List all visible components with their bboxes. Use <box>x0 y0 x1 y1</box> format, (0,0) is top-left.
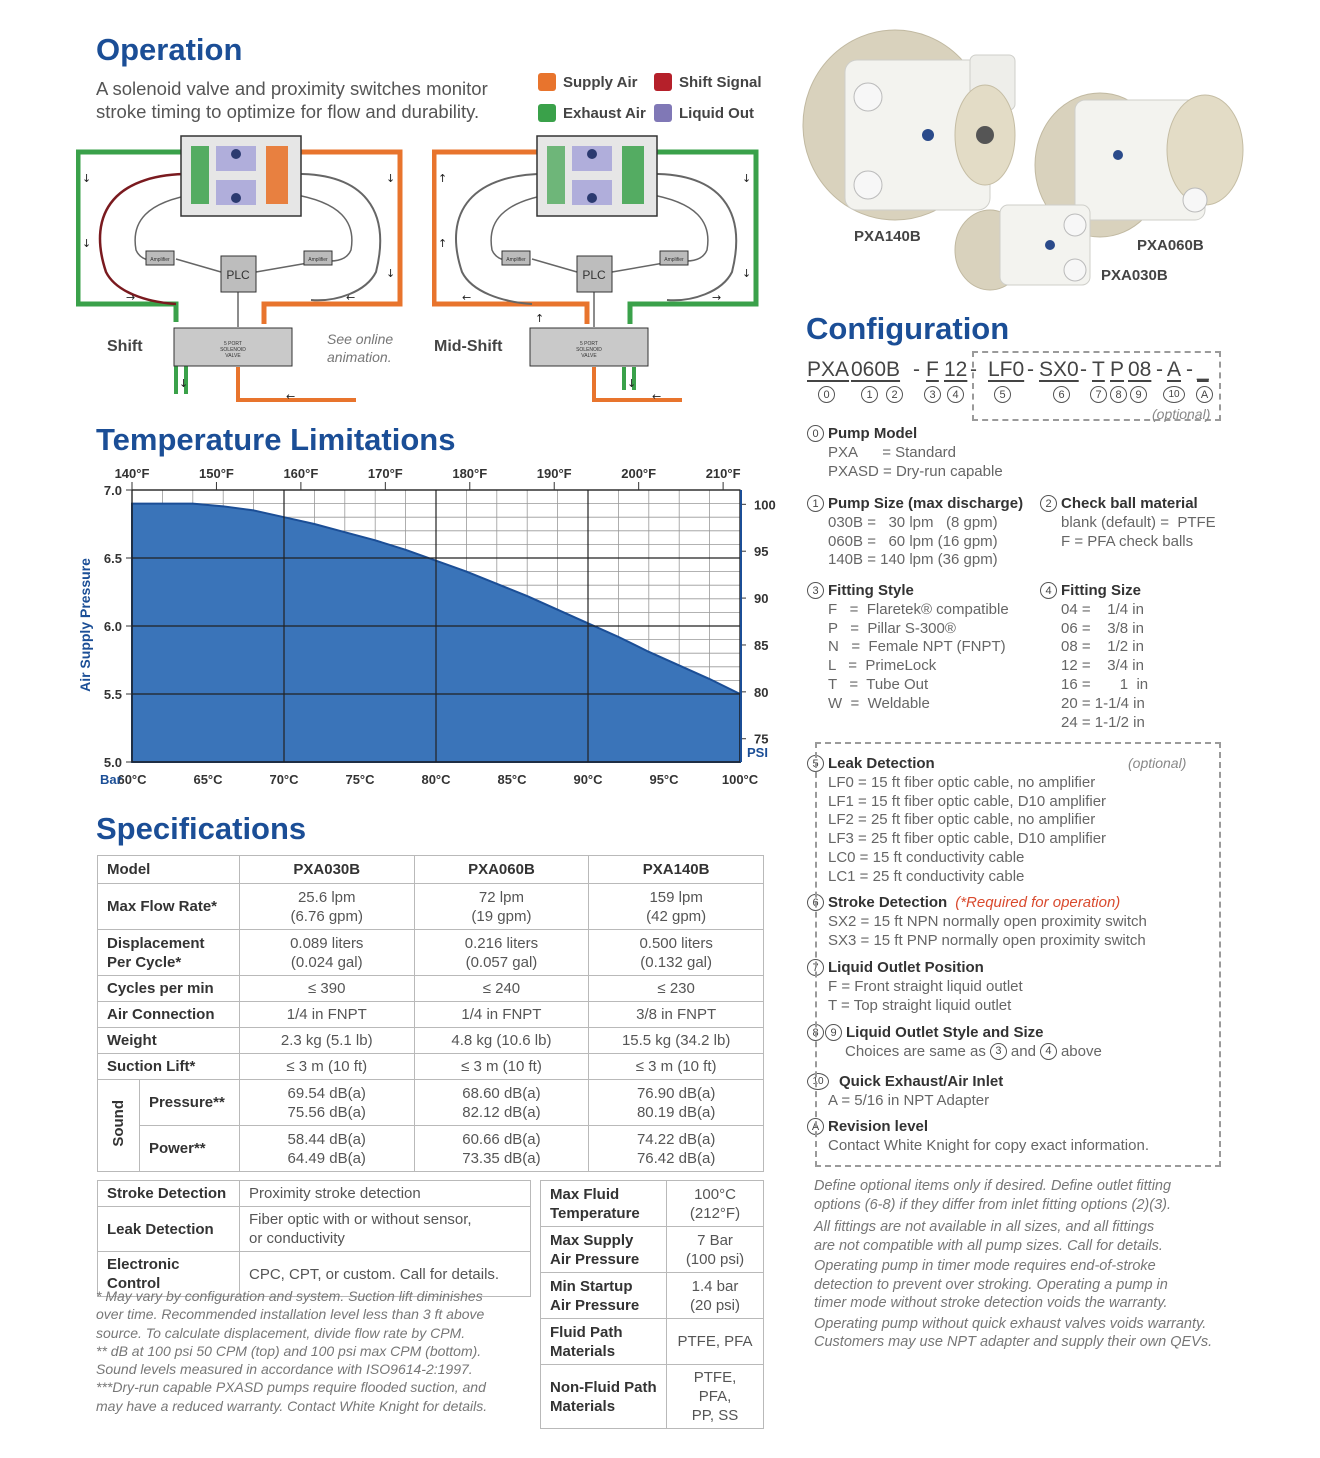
fitting_style-option-line: T = Tube Out <box>828 676 929 693</box>
mid-shift-diagram <box>432 132 762 407</box>
feature-label: Stroke Detection <box>98 1181 240 1207</box>
amplifier-left-label: Amplifier <box>506 257 526 263</box>
spec-value: 2.3 kg (5.1 lb) <box>239 1028 414 1054</box>
leak-optional: (optional) <box>1128 755 1187 771</box>
supply-air-swatch <box>538 73 556 91</box>
config-note-line: Operating pump without quick exhaust valves voids warranty. <box>814 1315 1207 1332</box>
fitting_style-option-line: W = Weldable <box>828 694 930 712</box>
sound-row <box>98 1126 764 1172</box>
svg-text:→: → <box>126 291 136 304</box>
outlet-style-text-b: and <box>1010 1042 1036 1060</box>
label-pxa060b: PXA060B <box>1137 237 1204 254</box>
limit-label: Max Supply Air Pressure <box>541 1227 667 1273</box>
pump_size-option-line: 060B = 60 lpm (16 gpm) <box>828 532 998 550</box>
svg-text:↓: ↓ <box>82 172 92 185</box>
config-note-line: detection to prevent over stroking. Operating a pump in <box>814 1276 1168 1293</box>
config-code-d5: - <box>1156 358 1163 381</box>
spec-row-label: Suction Lift* <box>98 1054 240 1080</box>
exhaust-air-swatch <box>538 104 556 122</box>
pump_size-marker: 1 <box>807 495 824 512</box>
svg-text:VALVE: VALVE <box>581 353 597 359</box>
mid-shift-label: Mid-Shift <box>434 338 503 355</box>
spec-header-pxa140b: PXA140B <box>589 856 764 884</box>
sound-value: 69.54 dB(a) 75.56 dB(a) <box>239 1080 414 1126</box>
configuration-title: Configuration <box>806 311 1010 346</box>
svg-text:↑: ↑ <box>438 172 448 185</box>
stroke-option-line: SX3 = 15 ft PNP normally open proximity switch <box>828 931 1146 949</box>
svg-text:→: → <box>712 291 722 304</box>
label-pxa030b: PXA030B <box>1101 267 1168 284</box>
config-code-d4: - <box>1080 358 1087 381</box>
limit-value: PTFE, PFA <box>667 1319 764 1365</box>
svg-text:←: ← <box>652 390 662 403</box>
stroke-title-text: Stroke Detection <box>828 894 948 911</box>
x-tick-label: 65°C <box>193 772 223 787</box>
svg-text:VALVE: VALVE <box>225 353 241 359</box>
check_ball-marker: 2 <box>1040 495 1057 512</box>
fitting_size-option-line: 06 = 3/8 in <box>1061 619 1144 637</box>
fitting_size-option-line: 20 = 1-1/4 in <box>1061 694 1145 712</box>
svg-text:←: ← <box>286 390 296 403</box>
outlet_pos-title-text: Liquid Outlet Position <box>828 959 984 976</box>
config-code-s6: SX0 <box>1039 358 1079 381</box>
config-code-s4: 12 <box>944 358 968 381</box>
leak-option-line: LF1 = 15 ft fiber optic cable, D10 amplifier <box>828 792 1107 810</box>
x-top-tick-label: 190°F <box>536 466 572 481</box>
spec-row <box>98 884 764 930</box>
sound-row-label: Power** <box>139 1126 239 1172</box>
y-axis-label: Air Supply Pressure <box>77 558 93 692</box>
config-note-line: Operating pump in timer mode requires end-of-stroke <box>814 1258 1156 1274</box>
feature-value: Proximity stroke detection <box>240 1181 531 1207</box>
optional-label: (optional) <box>1152 406 1211 422</box>
revision-marker: A <box>807 1118 824 1135</box>
svg-text:SOLENOID: SOLENOID <box>220 347 246 353</box>
config-marker-7: 7 <box>1090 386 1107 403</box>
amplifier-left-label: Amplifier <box>150 257 170 263</box>
revision-option-line: Contact White Knight for copy exact information. <box>828 1136 1149 1154</box>
spec-value: ≤ 3 m (10 ft) <box>589 1054 764 1080</box>
spec-row-label: Cycles per min <box>98 976 240 1002</box>
y-tick-label: 6.0 <box>103 619 122 634</box>
limits-table <box>540 1180 764 1429</box>
svg-text:↓: ↓ <box>386 267 396 280</box>
check_ball-option-line: F = PFA check balls <box>1061 532 1194 550</box>
limit-row <box>541 1181 764 1227</box>
y-tick-label: 5.0 <box>103 755 122 770</box>
outlet-style-ref-a: 3 <box>990 1043 1007 1060</box>
sound-value: 68.60 dB(a) 82.12 dB(a) <box>414 1080 589 1126</box>
psi-tick-label: 90 <box>754 591 769 607</box>
spec-header-pxa030b: PXA030B <box>239 856 414 884</box>
pump_model-option-line: PXA = Standard <box>828 443 956 461</box>
feature-value: Fiber optic with or without sensor, or conductivity <box>240 1207 531 1252</box>
footnote-line: Sound levels measured in accordance with ISO9614-2:1997. <box>96 1361 473 1378</box>
x-tick-label: 70°C <box>269 772 299 787</box>
x-top-tick-label: 200°F <box>621 466 657 481</box>
config-marker-10: 10 <box>1163 386 1185 403</box>
sound-value: 76.90 dB(a) 80.19 dB(a) <box>589 1080 764 1126</box>
config-code-d2: - <box>970 358 977 381</box>
psi-tick-label: 75 <box>754 731 769 747</box>
spec-value: 159 lpm (42 gpm) <box>589 884 764 930</box>
spec-value: ≤ 240 <box>414 976 589 1002</box>
config-marker-2: 2 <box>886 386 903 403</box>
pump_model-marker: 0 <box>807 425 824 442</box>
config-code-s5: LF0 <box>988 358 1025 381</box>
limit-value: 1.4 bar (20 psi) <box>667 1273 764 1319</box>
svg-text:↓: ↓ <box>742 267 752 280</box>
spec-value: 72 lpm (19 gpm) <box>414 884 589 930</box>
config-pump_size-title <box>807 495 1023 512</box>
check_ball-option-line: blank (default) = PTFE <box>1061 513 1216 531</box>
x-tick-label: 60°C <box>117 772 147 787</box>
x-tick-label: 90°C <box>573 772 603 787</box>
footnote-line: ** dB at 100 psi 50 CPM (top) and 100 psi max CPM (bottom). <box>96 1342 482 1359</box>
config-note-line: options (6-8) if they differ from inlet fitting options (2)(3). <box>814 1196 1172 1213</box>
sound-group-cell <box>98 1080 140 1172</box>
pump_model-title-text: Pump Model <box>828 425 918 442</box>
amplifier-right-label: Amplifier <box>308 257 328 263</box>
outlet_pos-option-line: F = Front straight liquid outlet <box>828 977 1023 995</box>
config-marker-1: 1 <box>861 386 878 403</box>
liquid-out-swatch <box>654 104 672 122</box>
svg-text:←: ← <box>462 291 472 304</box>
limit-label: Non-Fluid Path Materials <box>541 1365 667 1429</box>
svg-text:↑: ↑ <box>438 237 448 250</box>
spec-value: 0.089 liters (0.024 gal) <box>239 930 414 976</box>
pump_model-option-line: PXASD = Dry-run capable <box>828 462 1003 480</box>
sound-value: 60.66 dB(a) 73.35 dB(a) <box>414 1126 589 1172</box>
feature-label: Electronic Control <box>98 1252 240 1297</box>
config-note-line: Define optional items only if desired. Define outlet fitting <box>814 1178 1172 1194</box>
svg-text:SOLENOID: SOLENOID <box>576 347 602 353</box>
limit-value: 7 Bar (100 psi) <box>667 1227 764 1273</box>
pump_size-option-line: 140B = 140 lpm (36 gpm) <box>828 551 998 569</box>
plc-label: PLC <box>226 268 250 282</box>
svg-text:↓: ↓ <box>82 237 92 250</box>
svg-text:←: ← <box>346 291 356 304</box>
spec-value: 0.500 liters (0.132 gal) <box>589 930 764 976</box>
limit-row <box>541 1365 764 1429</box>
operation-title: Operation <box>96 32 243 67</box>
stroke-option-line: SX2 = 15 ft NPN normally open proximity switch <box>828 912 1147 930</box>
plc-label: PLC <box>582 268 606 282</box>
fitting_style-option-line: F = Flaretek® compatible <box>828 600 1009 618</box>
spec-table <box>97 855 764 1172</box>
x-top-tick-label: 150°F <box>199 466 234 481</box>
x-top-tick-label: 140°F <box>114 466 150 481</box>
outlet-style-marker-b: 9 <box>825 1024 842 1041</box>
fitting_size-option-line: 12 = 3/4 in <box>1061 657 1144 675</box>
legend-shift-signal: Shift Signal <box>654 73 762 91</box>
config-note-line: timer mode without stroke detection voids the warranty. <box>814 1295 1168 1311</box>
feature-table <box>97 1180 531 1297</box>
sound-value: 58.44 dB(a) 64.49 dB(a) <box>239 1126 414 1172</box>
config-fitting_style-title <box>807 582 914 599</box>
x-top-tick-label: 160°F <box>283 466 319 481</box>
temperature-title: Temperature Limitations <box>96 422 456 457</box>
config-note-line: All fittings are not available in all sizes, and all fittings <box>814 1219 1155 1235</box>
legend-supply-air: Supply Air <box>538 73 637 91</box>
footnote-line: ***Dry-run capable PXASD pumps require flooded suction, and <box>96 1379 486 1396</box>
leak-option-line: LC0 = 15 ft conductivity cable <box>828 849 1025 866</box>
check_ball-title-text: Check ball material <box>1061 495 1198 512</box>
sound-row-label: Pressure** <box>139 1080 239 1126</box>
y-tick-label: 7.0 <box>103 483 122 498</box>
spec-row-label: Weight <box>98 1028 240 1054</box>
label-pxa140b: PXA140B <box>854 228 921 245</box>
outlet-style-text-a: Choices are same as <box>845 1042 986 1060</box>
config-code-s0: PXA <box>807 358 850 381</box>
config-code-s1: 060B <box>851 358 901 381</box>
svg-text:5 PORT: 5 PORT <box>580 341 598 347</box>
optional-options-box <box>815 742 1221 1167</box>
config-note-line: Customers may use NPT adapter and supply their own QEVs. <box>814 1334 1213 1350</box>
bar-unit-label: Bar <box>100 772 122 787</box>
config-code-d6: - <box>1186 358 1193 381</box>
config-fitting_size-title <box>1040 582 1141 599</box>
leak-option-line: LF0 = 15 ft fiber optic cable, no amplifier <box>828 773 1096 791</box>
leak-title-text: Leak Detection <box>828 755 935 772</box>
outlet_pos-option-line: T = Top straight liquid outlet <box>828 996 1012 1014</box>
feature-row <box>98 1181 531 1207</box>
pump_size-option-line: 030B = 30 lpm (8 gpm) <box>828 513 998 531</box>
operation-description: A solenoid valve and proximity switches monitor stroke timing to optimize for flow and durability. <box>96 78 488 122</box>
config-check_ball-title <box>1040 495 1198 512</box>
svg-text:↓: ↓ <box>386 172 396 185</box>
stroke-required-note: (*Required for operation) <box>955 894 1121 911</box>
spec-row <box>98 1028 764 1054</box>
specifications-title: Specifications <box>96 811 307 846</box>
config-marker-5: 5 <box>994 386 1011 403</box>
spec-value: ≤ 3 m (10 ft) <box>239 1054 414 1080</box>
quick_exhaust-marker: 10 <box>807 1073 829 1090</box>
config-marker-9: 9 <box>1130 386 1147 403</box>
limit-label: Min Startup Air Pressure <box>541 1273 667 1319</box>
fitting_size-title-text: Fitting Size <box>1061 582 1141 599</box>
config-code-d3: - <box>1027 358 1034 381</box>
fitting_size-option-line: 16 = 1 in <box>1061 676 1149 693</box>
legend-liquid-out: Liquid Out <box>654 104 754 122</box>
config-marker-8: 8 <box>1110 386 1127 403</box>
limit-row <box>541 1319 764 1365</box>
fitting_style-option-line: N = Female NPT (FNPT) <box>828 638 1006 656</box>
config-code-s7: T <box>1092 358 1105 381</box>
fitting_size-option-line: 04 = 1/4 in <box>1061 600 1144 618</box>
footnote-line: over time. Recommended installation level less than 3 ft above <box>96 1306 485 1323</box>
svg-text:↓: ↓ <box>179 377 189 390</box>
spec-value: 1/4 in FNPT <box>414 1002 589 1028</box>
x-tick-label: 95°C <box>649 772 679 787</box>
config-code-d1: - <box>913 358 920 381</box>
fitting_style-marker: 3 <box>807 582 824 599</box>
svg-text:↓: ↓ <box>742 172 752 185</box>
spec-header-row <box>98 856 764 884</box>
amplifier-right-label: Amplifier <box>664 257 684 263</box>
sound-label: Sound <box>109 1099 127 1147</box>
fitting_style-title-text: Fitting Style <box>828 582 914 599</box>
fitting_size-option-line: 08 = 1/2 in <box>1061 638 1144 656</box>
spec-value: 15.5 kg (34.2 lb) <box>589 1028 764 1054</box>
outlet-style-text-c: above <box>1060 1042 1102 1060</box>
temperature-chart <box>70 460 780 795</box>
x-tick-label: 75°C <box>345 772 375 787</box>
config-marker-6: 6 <box>1053 386 1070 403</box>
outlet-style-title-text: Liquid Outlet Style and Size <box>846 1024 1044 1041</box>
fitting_size-marker: 4 <box>1040 582 1057 599</box>
stroke-marker: 6 <box>807 894 824 911</box>
leak-option-line: LF2 = 25 ft fiber optic cable, no amplifier <box>828 811 1096 829</box>
spec-header-pxa060b: PXA060B <box>414 856 589 884</box>
psi-tick-label: 95 <box>754 544 769 560</box>
spec-value: ≤ 3 m (10 ft) <box>414 1054 589 1080</box>
y-tick-label: 6.5 <box>103 551 122 566</box>
feature-value: CPC, CPT, or custom. Call for details. <box>240 1252 531 1297</box>
spec-value: 4.8 kg (10.6 lb) <box>414 1028 589 1054</box>
svg-text:↓: ↓ <box>627 377 637 390</box>
leak-option-line: LF3 = 25 ft fiber optic cable, D10 amplifier <box>828 830 1107 848</box>
config-code-s10: A <box>1167 358 1182 381</box>
limit-value: PTFE, PFA, PP, SS <box>667 1365 764 1429</box>
svg-text:↑: ↑ <box>535 312 545 325</box>
spec-value: ≤ 390 <box>239 976 414 1002</box>
spec-value: 3/8 in FNPT <box>589 1002 764 1028</box>
spec-header-model: Model <box>98 856 240 884</box>
config-marker-A: A <box>1196 386 1213 403</box>
spec-row <box>98 1054 764 1080</box>
outlet-style-ref-b: 4 <box>1040 1043 1057 1060</box>
spec-row-label: Displacement Per Cycle* <box>98 930 240 976</box>
psi-tick-label: 85 <box>754 637 769 653</box>
footnote-line: * May vary by configuration and system. Suction lift diminishes <box>96 1288 483 1304</box>
footnote-line: source. To calculate displacement, divide flow rate by CPM. <box>96 1324 466 1341</box>
x-tick-label: 100°C <box>721 772 759 787</box>
limit-row <box>541 1273 764 1319</box>
spec-row <box>98 1002 764 1028</box>
spec-row-label: Max Flow Rate* <box>98 884 240 930</box>
leak-marker: 5 <box>807 755 824 772</box>
config-marker-3: 3 <box>924 386 941 403</box>
config-pump_model-title <box>807 425 917 442</box>
limit-label: Max Fluid Temperature <box>541 1181 667 1227</box>
revision-title-text: Revision level <box>828 1118 929 1135</box>
config-marker-4: 4 <box>947 386 964 403</box>
config-code-sA: _ <box>1197 358 1209 381</box>
psi-tick-label: 80 <box>754 684 769 700</box>
fitting_size-option-line: 24 = 1-1/2 in <box>1061 713 1145 731</box>
sound-row <box>98 1080 764 1126</box>
pump_size-title-text: Pump Size (max discharge) <box>828 495 1024 512</box>
config-note-line: are not compatible with all pump sizes. Call for details. <box>814 1237 1163 1254</box>
online-animation-note: See online animation. <box>327 331 394 365</box>
x-top-tick-label: 210°F <box>705 466 741 481</box>
spec-value: ≤ 230 <box>589 976 764 1002</box>
config-code-s9: 08 <box>1128 358 1152 381</box>
x-tick-label: 85°C <box>497 772 527 787</box>
x-top-tick-label: 180°F <box>452 466 488 481</box>
spec-row <box>98 976 764 1002</box>
quick_exhaust-option-line: A = 5/16 in NPT Adapter <box>828 1091 990 1109</box>
sound-value: 74.22 dB(a) 76.42 dB(a) <box>589 1126 764 1172</box>
limit-label: Fluid Path Materials <box>541 1319 667 1365</box>
quick_exhaust-title-text: Quick Exhaust/Air Inlet <box>839 1073 1004 1090</box>
spec-footnotes <box>96 1287 487 1415</box>
spec-value: 0.216 liters (0.057 gal) <box>414 930 589 976</box>
spec-row-label: Air Connection <box>98 1002 240 1028</box>
shift-label: Shift <box>107 338 143 355</box>
limit-row <box>541 1227 764 1273</box>
x-top-tick-label: 170°F <box>367 466 403 481</box>
x-tick-label: 80°C <box>421 772 451 787</box>
spec-row <box>98 930 764 976</box>
leak-option-line: LC1 = 25 ft conductivity cable <box>828 867 1025 885</box>
spec-value: 25.6 lpm (6.76 gpm) <box>239 884 414 930</box>
psi-tick-label: 100 <box>754 497 776 513</box>
spec-value: 1/4 in FNPT <box>239 1002 414 1028</box>
outlet_pos-marker: 7 <box>807 959 824 976</box>
fitting_style-option-line: L = PrimeLock <box>828 657 937 675</box>
config-code-s8: P <box>1110 358 1125 381</box>
config-notes <box>814 1177 1212 1352</box>
outlet-style-marker-a: 8 <box>807 1024 824 1041</box>
y-tick-label: 5.5 <box>103 687 122 702</box>
svg-text:5 PORT: 5 PORT <box>224 341 242 347</box>
psi-unit-label: PSI <box>747 745 768 760</box>
footnote-line: may have a reduced warranty. Contact White Knight for details. <box>96 1397 488 1414</box>
limit-value: 100°C (212°F) <box>667 1181 764 1227</box>
feature-row <box>98 1207 531 1252</box>
config-code-s3: F <box>926 358 939 381</box>
fitting_style-option-line: P = Pillar S-300® <box>828 619 956 637</box>
shift-signal-swatch <box>654 73 672 91</box>
config-marker-0: 0 <box>818 386 835 403</box>
legend-exhaust-air: Exhaust Air <box>538 104 646 122</box>
feature-label: Leak Detection <box>98 1207 240 1252</box>
